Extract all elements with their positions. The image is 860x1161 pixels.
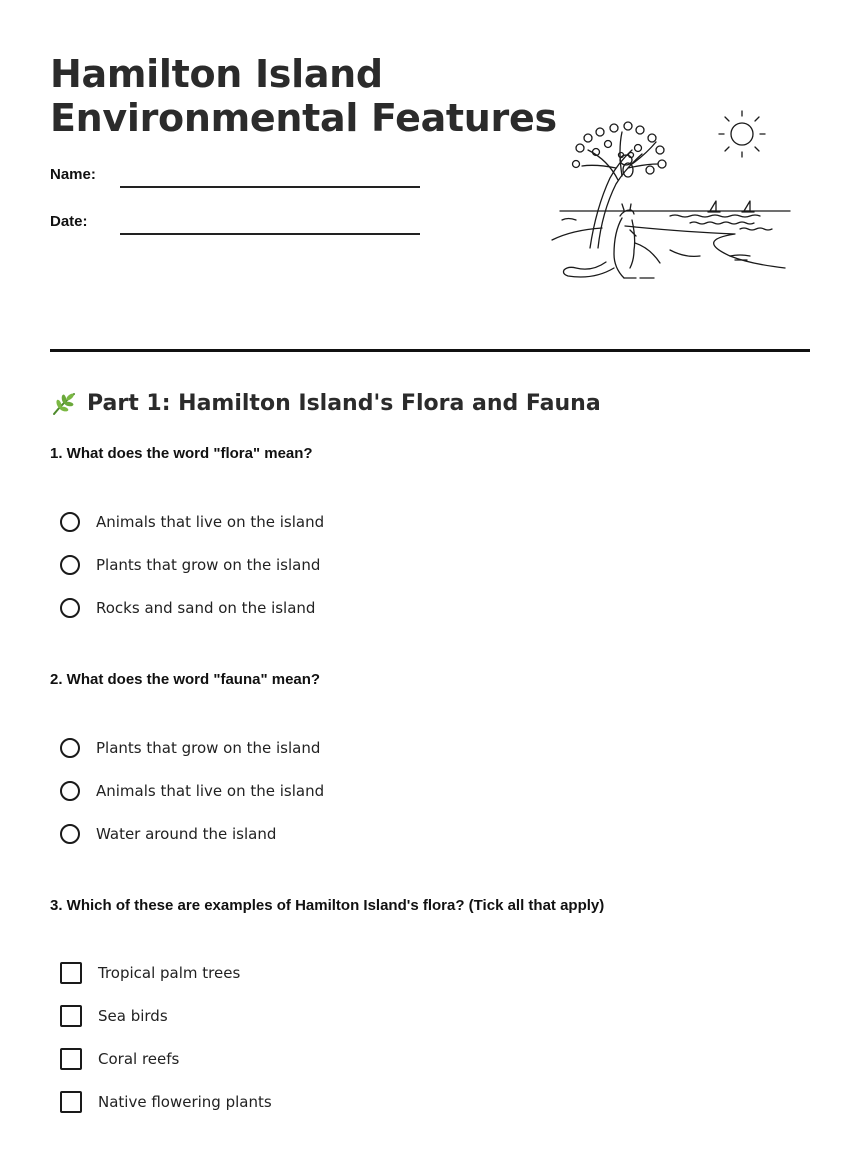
option-label: Sea birds	[98, 1007, 168, 1025]
shoreline	[552, 226, 785, 268]
q3-option-4[interactable]	[60, 1089, 272, 1115]
sun-icon	[719, 111, 765, 157]
q1-option-2[interactable]	[60, 552, 320, 578]
radio-button[interactable]	[60, 555, 80, 575]
option-label: Animals that live on the island	[96, 513, 325, 531]
question-1: 1. What does the word "flora" mean?	[50, 445, 313, 462]
option-label: Plants that grow on the island	[96, 739, 321, 757]
island-illustration	[540, 108, 800, 288]
leaf-icon	[50, 390, 78, 418]
q2-option-1[interactable]	[60, 735, 320, 761]
option-label: Tropical palm trees	[98, 964, 241, 982]
sea-lines	[560, 211, 790, 230]
part1-heading	[50, 389, 601, 419]
option-label: Plants that grow on the island	[96, 556, 321, 574]
kangaroo-icon	[564, 204, 655, 278]
date-label: Date:	[50, 213, 88, 230]
question-3: 3. Which of these are examples of Hamilton Island's flora? (Tick all that apply)	[50, 897, 605, 914]
radio-button[interactable]	[60, 738, 80, 758]
checkbox[interactable]	[60, 962, 82, 984]
q3-option-3[interactable]	[60, 1046, 179, 1072]
worksheet	[50, 0, 810, 1161]
name-field[interactable]	[50, 166, 420, 196]
q3-option-2[interactable]	[60, 1003, 168, 1029]
checkbox[interactable]	[60, 1005, 82, 1027]
checkbox[interactable]	[60, 1091, 82, 1113]
name-label: Name:	[50, 166, 96, 183]
date-field[interactable]	[50, 213, 420, 243]
q1-option-3[interactable]	[60, 595, 315, 621]
option-label: Coral reefs	[98, 1050, 180, 1068]
option-label: Animals that live on the island	[96, 782, 325, 800]
date-input-line[interactable]	[120, 233, 420, 235]
q2-option-3[interactable]	[60, 821, 276, 847]
q2-option-2[interactable]	[60, 778, 324, 804]
title-line-1: Hamilton Island	[50, 52, 383, 96]
section-divider	[50, 349, 810, 352]
q1-option-1[interactable]	[60, 509, 324, 535]
q3-option-1[interactable]	[60, 960, 240, 986]
checkbox[interactable]	[60, 1048, 82, 1070]
option-label: Native flowering plants	[98, 1093, 272, 1111]
radio-button[interactable]	[60, 781, 80, 801]
radio-button[interactable]	[60, 598, 80, 618]
page-title	[50, 52, 557, 140]
radio-button[interactable]	[60, 824, 80, 844]
part1-title: Part 1: Hamilton Island's Flora and Fauna	[87, 391, 601, 416]
name-input-line[interactable]	[120, 186, 420, 188]
option-label: Water around the island	[96, 825, 277, 843]
title-line-2: Environmental Features	[50, 96, 557, 140]
option-label: Rocks and sand on the island	[96, 599, 316, 617]
question-2: 2. What does the word "fauna" mean?	[50, 671, 321, 688]
radio-button[interactable]	[60, 512, 80, 532]
